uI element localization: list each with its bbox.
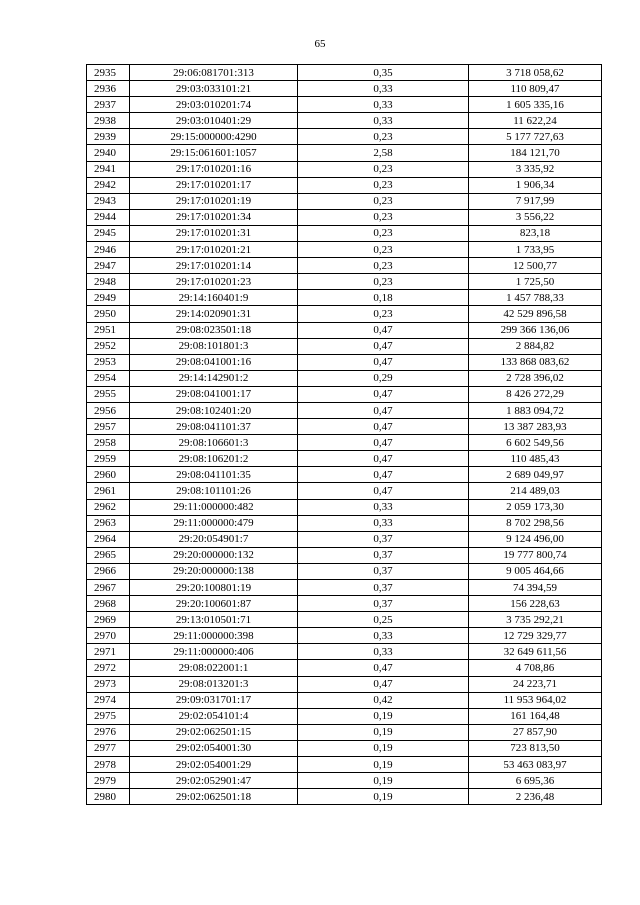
value-cell: 1 733,95 xyxy=(469,242,602,258)
value-cell: 13 387 283,93 xyxy=(469,419,602,435)
coefficient-cell: 0,35 xyxy=(298,65,469,81)
table-row xyxy=(87,515,602,531)
table-row xyxy=(87,612,602,628)
table-row xyxy=(87,740,602,756)
cadastral-number-cell: 29:17:010201:34 xyxy=(130,209,298,225)
table-row xyxy=(87,580,602,596)
cadastral-number-cell: 29:20:100601:87 xyxy=(130,596,298,612)
table-row xyxy=(87,467,602,483)
data-table xyxy=(86,64,602,805)
cadastral-number-cell: 29:03:010401:29 xyxy=(130,113,298,129)
value-cell: 74 394,59 xyxy=(469,580,602,596)
cadastral-number-cell: 29:08:022001:1 xyxy=(130,660,298,676)
coefficient-cell: 0,37 xyxy=(298,563,469,579)
table-row xyxy=(87,290,602,306)
value-cell: 2 728 396,02 xyxy=(469,370,602,386)
value-cell: 1 605 335,16 xyxy=(469,97,602,113)
cadastral-number-cell: 29:11:000000:479 xyxy=(130,515,298,531)
coefficient-cell: 0,47 xyxy=(298,419,469,435)
table-row xyxy=(87,435,602,451)
table-row xyxy=(87,563,602,579)
coefficient-cell: 0,23 xyxy=(298,274,469,290)
row-number-cell: 2952 xyxy=(87,338,130,354)
table-row xyxy=(87,209,602,225)
coefficient-cell: 0,37 xyxy=(298,596,469,612)
cadastral-number-cell: 29:02:054101:4 xyxy=(130,708,298,724)
value-cell: 3 335,92 xyxy=(469,161,602,177)
coefficient-cell: 0,23 xyxy=(298,306,469,322)
cadastral-number-cell: 29:02:062501:18 xyxy=(130,789,298,805)
value-cell: 6 602 549,56 xyxy=(469,435,602,451)
value-cell: 11 953 964,02 xyxy=(469,692,602,708)
coefficient-cell: 0,33 xyxy=(298,113,469,129)
table-row xyxy=(87,451,602,467)
value-cell: 53 463 083,97 xyxy=(469,757,602,773)
value-cell: 2 689 049,97 xyxy=(469,467,602,483)
value-cell: 2 059 173,30 xyxy=(469,499,602,515)
row-number-cell: 2954 xyxy=(87,370,130,386)
coefficient-cell: 0,23 xyxy=(298,209,469,225)
row-number-cell: 2943 xyxy=(87,193,130,209)
row-number-cell: 2937 xyxy=(87,97,130,113)
value-cell: 6 695,36 xyxy=(469,773,602,789)
value-cell: 133 868 083,62 xyxy=(469,354,602,370)
value-cell: 3 718 058,62 xyxy=(469,65,602,81)
row-number-cell: 2960 xyxy=(87,467,130,483)
value-cell: 8 702 298,56 xyxy=(469,515,602,531)
table-row xyxy=(87,483,602,499)
table-row xyxy=(87,177,602,193)
value-cell: 12 500,77 xyxy=(469,258,602,274)
coefficient-cell: 2,58 xyxy=(298,145,469,161)
coefficient-cell: 0,19 xyxy=(298,724,469,740)
cadastral-number-cell: 29:08:041101:37 xyxy=(130,419,298,435)
coefficient-cell: 0,25 xyxy=(298,612,469,628)
cadastral-number-cell: 29:08:101101:26 xyxy=(130,483,298,499)
value-cell: 1 457 788,33 xyxy=(469,290,602,306)
cadastral-number-cell: 29:17:010201:31 xyxy=(130,225,298,241)
cadastral-number-cell: 29:08:041001:16 xyxy=(130,354,298,370)
coefficient-cell: 0,33 xyxy=(298,628,469,644)
coefficient-cell: 0,37 xyxy=(298,531,469,547)
coefficient-cell: 0,47 xyxy=(298,467,469,483)
row-number-cell: 2969 xyxy=(87,612,130,628)
coefficient-cell: 0,19 xyxy=(298,708,469,724)
coefficient-cell: 0,18 xyxy=(298,290,469,306)
coefficient-cell: 0,23 xyxy=(298,258,469,274)
table-row xyxy=(87,65,602,81)
row-number-cell: 2966 xyxy=(87,563,130,579)
row-number-cell: 2955 xyxy=(87,386,130,402)
row-number-cell: 2959 xyxy=(87,451,130,467)
row-number-cell: 2964 xyxy=(87,531,130,547)
cadastral-number-cell: 29:09:031701:17 xyxy=(130,692,298,708)
cadastral-number-cell: 29:20:000000:138 xyxy=(130,563,298,579)
table-row xyxy=(87,322,602,338)
row-number-cell: 2939 xyxy=(87,129,130,145)
value-cell: 24 223,71 xyxy=(469,676,602,692)
cadastral-number-cell: 29:08:041001:17 xyxy=(130,386,298,402)
cadastral-number-cell: 29:02:052901:47 xyxy=(130,773,298,789)
value-cell: 2 236,48 xyxy=(469,789,602,805)
cadastral-number-cell: 29:03:033101:21 xyxy=(130,81,298,97)
row-number-cell: 2978 xyxy=(87,757,130,773)
coefficient-cell: 0,33 xyxy=(298,515,469,531)
cadastral-number-cell: 29:20:000000:132 xyxy=(130,547,298,563)
value-cell: 27 857,90 xyxy=(469,724,602,740)
cadastral-number-cell: 29:02:062501:15 xyxy=(130,724,298,740)
row-number-cell: 2948 xyxy=(87,274,130,290)
value-cell: 2 884,82 xyxy=(469,338,602,354)
cadastral-number-cell: 29:20:100801:19 xyxy=(130,580,298,596)
coefficient-cell: 0,47 xyxy=(298,435,469,451)
row-number-cell: 2944 xyxy=(87,209,130,225)
cadastral-number-cell: 29:03:010201:74 xyxy=(130,97,298,113)
coefficient-cell: 0,19 xyxy=(298,740,469,756)
coefficient-cell: 0,47 xyxy=(298,402,469,418)
value-cell: 1 883 094,72 xyxy=(469,402,602,418)
cadastral-number-cell: 29:14:160401:9 xyxy=(130,290,298,306)
cadastral-number-cell: 29:14:020901:31 xyxy=(130,306,298,322)
table-row xyxy=(87,547,602,563)
value-cell: 1 906,34 xyxy=(469,177,602,193)
value-cell: 7 917,99 xyxy=(469,193,602,209)
cadastral-number-cell: 29:08:106601:3 xyxy=(130,435,298,451)
row-number-cell: 2953 xyxy=(87,354,130,370)
cadastral-number-cell: 29:17:010201:14 xyxy=(130,258,298,274)
cadastral-number-cell: 29:17:010201:16 xyxy=(130,161,298,177)
table-row xyxy=(87,258,602,274)
value-cell: 4 708,86 xyxy=(469,660,602,676)
coefficient-cell: 0,23 xyxy=(298,193,469,209)
coefficient-cell: 0,33 xyxy=(298,81,469,97)
coefficient-cell: 0,23 xyxy=(298,129,469,145)
row-number-cell: 2936 xyxy=(87,81,130,97)
table-row xyxy=(87,370,602,386)
table-row xyxy=(87,161,602,177)
coefficient-cell: 0,29 xyxy=(298,370,469,386)
value-cell: 823,18 xyxy=(469,225,602,241)
table-body xyxy=(87,65,602,805)
value-cell: 8 426 272,29 xyxy=(469,386,602,402)
table-row xyxy=(87,692,602,708)
value-cell: 12 729 329,77 xyxy=(469,628,602,644)
table-row xyxy=(87,708,602,724)
cadastral-number-cell: 29:11:000000:398 xyxy=(130,628,298,644)
cadastral-number-cell: 29:02:054001:29 xyxy=(130,757,298,773)
row-number-cell: 2977 xyxy=(87,740,130,756)
cadastral-number-cell: 29:15:000000:4290 xyxy=(130,129,298,145)
cadastral-number-cell: 29:11:000000:406 xyxy=(130,644,298,660)
value-cell: 723 813,50 xyxy=(469,740,602,756)
value-cell: 161 164,48 xyxy=(469,708,602,724)
coefficient-cell: 0,19 xyxy=(298,773,469,789)
cadastral-number-cell: 29:08:013201:3 xyxy=(130,676,298,692)
cadastral-number-cell: 29:17:010201:19 xyxy=(130,193,298,209)
coefficient-cell: 0,47 xyxy=(298,660,469,676)
coefficient-cell: 0,33 xyxy=(298,499,469,515)
table-row xyxy=(87,531,602,547)
value-cell: 32 649 611,56 xyxy=(469,644,602,660)
coefficient-cell: 0,42 xyxy=(298,692,469,708)
cadastral-number-cell: 29:08:106201:2 xyxy=(130,451,298,467)
table-row xyxy=(87,274,602,290)
coefficient-cell: 0,47 xyxy=(298,354,469,370)
value-cell: 156 228,63 xyxy=(469,596,602,612)
value-cell: 1 725,50 xyxy=(469,274,602,290)
table-row xyxy=(87,773,602,789)
row-number-cell: 2975 xyxy=(87,708,130,724)
row-number-cell: 2950 xyxy=(87,306,130,322)
cadastral-number-cell: 29:08:023501:18 xyxy=(130,322,298,338)
row-number-cell: 2963 xyxy=(87,515,130,531)
coefficient-cell: 0,19 xyxy=(298,789,469,805)
value-cell: 11 622,24 xyxy=(469,113,602,129)
cadastral-number-cell: 29:11:000000:482 xyxy=(130,499,298,515)
coefficient-cell: 0,23 xyxy=(298,225,469,241)
row-number-cell: 2961 xyxy=(87,483,130,499)
row-number-cell: 2935 xyxy=(87,65,130,81)
row-number-cell: 2979 xyxy=(87,773,130,789)
table-row xyxy=(87,113,602,129)
row-number-cell: 2957 xyxy=(87,419,130,435)
value-cell: 9 005 464,66 xyxy=(469,563,602,579)
value-cell: 5 177 727,63 xyxy=(469,129,602,145)
row-number-cell: 2956 xyxy=(87,402,130,418)
row-number-cell: 2980 xyxy=(87,789,130,805)
table-row xyxy=(87,660,602,676)
row-number-cell: 2938 xyxy=(87,113,130,129)
row-number-cell: 2958 xyxy=(87,435,130,451)
table-row xyxy=(87,145,602,161)
coefficient-cell: 0,47 xyxy=(298,451,469,467)
coefficient-cell: 0,47 xyxy=(298,676,469,692)
row-number-cell: 2970 xyxy=(87,628,130,644)
cadastral-number-cell: 29:08:041101:35 xyxy=(130,467,298,483)
row-number-cell: 2949 xyxy=(87,290,130,306)
value-cell: 3 735 292,21 xyxy=(469,612,602,628)
cadastral-number-cell: 29:15:061601:1057 xyxy=(130,145,298,161)
value-cell: 19 777 800,74 xyxy=(469,547,602,563)
coefficient-cell: 0,23 xyxy=(298,177,469,193)
value-cell: 9 124 496,00 xyxy=(469,531,602,547)
table-row xyxy=(87,129,602,145)
coefficient-cell: 0,33 xyxy=(298,97,469,113)
value-cell: 110 809,47 xyxy=(469,81,602,97)
table-row xyxy=(87,386,602,402)
row-number-cell: 2940 xyxy=(87,145,130,161)
value-cell: 42 529 896,58 xyxy=(469,306,602,322)
row-number-cell: 2973 xyxy=(87,676,130,692)
row-number-cell: 2962 xyxy=(87,499,130,515)
cadastral-number-cell: 29:17:010201:21 xyxy=(130,242,298,258)
cadastral-number-cell: 29:02:054001:30 xyxy=(130,740,298,756)
cadastral-number-cell: 29:14:142901:2 xyxy=(130,370,298,386)
coefficient-cell: 0,33 xyxy=(298,644,469,660)
row-number-cell: 2967 xyxy=(87,580,130,596)
cadastral-number-cell: 29:17:010201:17 xyxy=(130,177,298,193)
coefficient-cell: 0,47 xyxy=(298,386,469,402)
cadastral-number-cell: 29:20:054901:7 xyxy=(130,531,298,547)
cadastral-number-cell: 29:08:102401:20 xyxy=(130,402,298,418)
coefficient-cell: 0,47 xyxy=(298,322,469,338)
table-row xyxy=(87,596,602,612)
table-row xyxy=(87,338,602,354)
row-number-cell: 2965 xyxy=(87,547,130,563)
row-number-cell: 2972 xyxy=(87,660,130,676)
table-row xyxy=(87,354,602,370)
table-row xyxy=(87,81,602,97)
row-number-cell: 2976 xyxy=(87,724,130,740)
row-number-cell: 2951 xyxy=(87,322,130,338)
row-number-cell: 2945 xyxy=(87,225,130,241)
coefficient-cell: 0,37 xyxy=(298,547,469,563)
value-cell: 110 485,43 xyxy=(469,451,602,467)
coefficient-cell: 0,47 xyxy=(298,338,469,354)
row-number-cell: 2942 xyxy=(87,177,130,193)
row-number-cell: 2968 xyxy=(87,596,130,612)
table-row xyxy=(87,97,602,113)
coefficient-cell: 0,23 xyxy=(298,161,469,177)
table-row xyxy=(87,306,602,322)
coefficient-cell: 0,19 xyxy=(298,757,469,773)
cadastral-number-cell: 29:08:101801:3 xyxy=(130,338,298,354)
table-row xyxy=(87,402,602,418)
table-row xyxy=(87,242,602,258)
value-cell: 3 556,22 xyxy=(469,209,602,225)
row-number-cell: 2946 xyxy=(87,242,130,258)
table-row xyxy=(87,628,602,644)
table-row xyxy=(87,193,602,209)
table-row xyxy=(87,225,602,241)
row-number-cell: 2971 xyxy=(87,644,130,660)
row-number-cell: 2947 xyxy=(87,258,130,274)
value-cell: 214 489,03 xyxy=(469,483,602,499)
value-cell: 299 366 136,06 xyxy=(469,322,602,338)
row-number-cell: 2974 xyxy=(87,692,130,708)
coefficient-cell: 0,37 xyxy=(298,580,469,596)
table-row xyxy=(87,789,602,805)
table-row xyxy=(87,757,602,773)
table-row xyxy=(87,644,602,660)
page-number: 65 xyxy=(314,38,326,50)
table-row xyxy=(87,499,602,515)
table-row xyxy=(87,676,602,692)
cadastral-number-cell: 29:06:081701:313 xyxy=(130,65,298,81)
cadastral-number-cell: 29:13:010501:71 xyxy=(130,612,298,628)
value-cell: 184 121,70 xyxy=(469,145,602,161)
coefficient-cell: 0,47 xyxy=(298,483,469,499)
coefficient-cell: 0,23 xyxy=(298,242,469,258)
cadastral-number-cell: 29:17:010201:23 xyxy=(130,274,298,290)
row-number-cell: 2941 xyxy=(87,161,130,177)
table-row xyxy=(87,724,602,740)
table-row xyxy=(87,419,602,435)
